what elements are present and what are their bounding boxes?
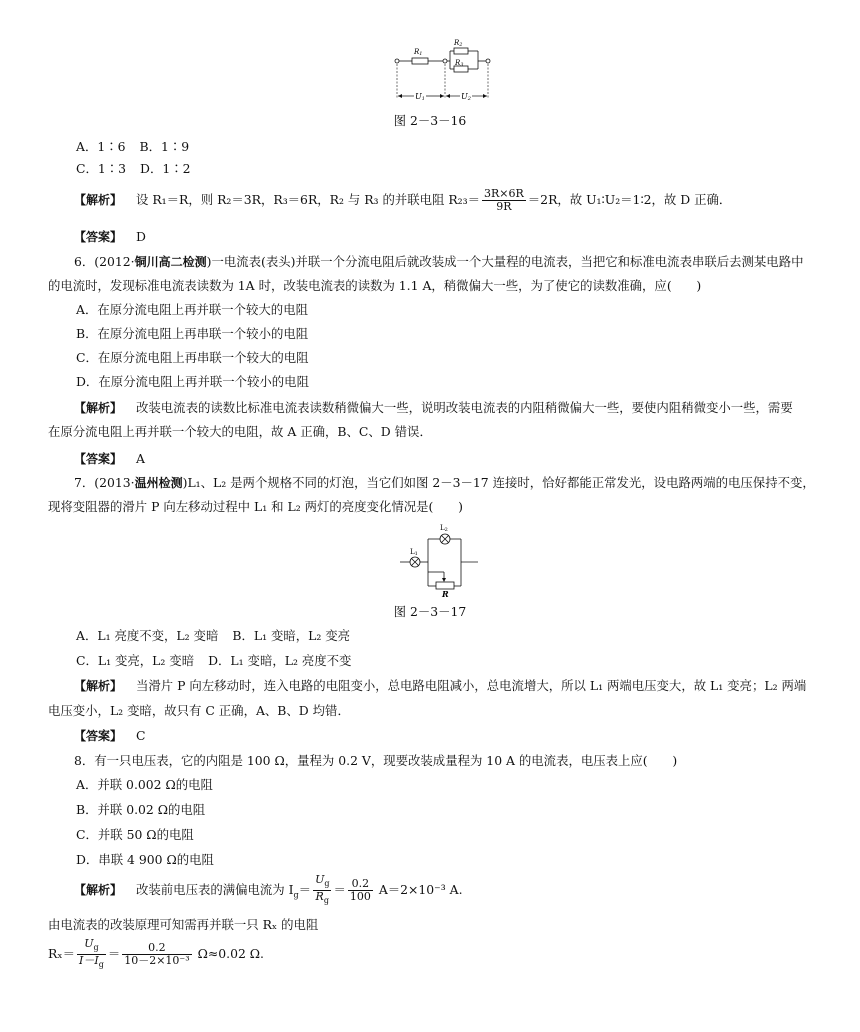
fraction: $\frac{0.2}{\text{10－2×10⁻³}}$	[124, 941, 190, 968]
svg-text:R2: R2	[454, 39, 463, 48]
svg-text:R1: R1	[414, 48, 423, 57]
option-a: A．1∶6	[76, 139, 126, 154]
analysis-q5: 【解析】 设 R₁＝R，则 R₂＝3R，R₃＝6R，R₂ 与 R₃ 的并联电阻 R₂₃＝ $\frac{3R\times 6R}{9R}$ ＝2R，故 U₁∶U₂＝1∶2，故 D 正确．	[74, 187, 732, 213]
question-6-stem-cont: 的电流时，发现标准电流表读数为 1A 时，改装电流表的读数为 1.1 A，稍微偏大一些，为了使它的读数准确，应( )	[48, 278, 702, 293]
analysis-label: 【解析】	[74, 883, 123, 898]
answer-q7	[74, 727, 146, 745]
fraction: $\frac{U_g}{R_g}$	[315, 873, 330, 906]
question-7-stem: 7．(2013·温州检测)L₁、L₂ 是两个规格不同的灯泡，当它们如图 2－3－17 连接时，恰好都能正常发光，设电路两端的电压保持不变，	[74, 475, 815, 490]
circuit-figure-2-3-16	[390, 36, 500, 104]
option-d: D．串联 4 900 Ω的电阻	[76, 852, 214, 867]
fraction: $\frac{3R\times 6R}{9R}$	[484, 187, 524, 213]
svg-text:R: R	[442, 589, 449, 598]
figure-caption: 图 2－3－16	[393, 113, 467, 128]
analysis-q7: 【解析】 当滑片 P 向左移动时，连入电路的电阻变小，总电路电阻减小，总电流增大，所以 L₁ 两端电压变大，故 L₁ 变亮；L₂ 两端	[74, 678, 807, 693]
svg-text:L1: L1	[410, 548, 418, 557]
rheostat-r	[436, 582, 454, 589]
option-row	[76, 652, 351, 669]
option-c: C．L₁ 变亮，L₂ 变暗	[76, 653, 195, 668]
option-a: A．在原分流电阻上再并联一个较大的电阻	[76, 302, 308, 317]
option-b: B．在原分流电阻上再串联一个较小的电阻	[76, 326, 309, 341]
option-a: A．L₁ 亮度不变，L₂ 变暗	[76, 628, 219, 643]
answer-q6	[74, 450, 145, 468]
analysis-q7-cont: 电压变小，L₂ 变暗，故只有 C 正确，A、B、D 均错．	[48, 703, 350, 718]
analysis-q8-equation: Rₓ＝ $\frac{U_g}{I-I_g}$ ＝ $\frac{0.2}{\text{10－2×10⁻³}}$ Ω≈0.02 Ω.	[48, 937, 264, 970]
option-d: D．在原分流电阻上再并联一个较小的电阻	[76, 374, 309, 389]
answer-label: 【答案】	[74, 729, 123, 743]
analysis-label: 【解析】	[74, 193, 123, 207]
analysis-q8: 【解析】 改装前电压表的满偏电流为 $I_g=$ $\frac{U_g}{R_g}$ ＝ $\frac{0.2}{100}$ A＝2×10⁻³ A.	[74, 873, 463, 906]
analysis-q6: 【解析】 改装电流表的读数比标准电流表读数稍微偏大一些，说明改装电流表的内阻稍微偏大一些，要使内阻稍微变小一些，需要	[74, 400, 793, 415]
option-c: C．在原分流电阻上再串联一个较大的电阻	[76, 350, 309, 365]
svg-text:U1: U1	[415, 92, 425, 102]
fraction: $\frac{U_g}{I-I_g}$	[78, 937, 104, 970]
option-c: C．1∶3	[76, 161, 127, 176]
answer-value: C	[136, 728, 146, 743]
source-tag: 温州检测	[134, 476, 183, 490]
analysis-q8-cont: 由电流表的改装原理可知需再并联一只 Rₓ 的电阻	[48, 917, 319, 932]
answer-q5	[74, 228, 146, 246]
analysis-q6-cont: 在原分流电阻上再并联一个较大的电阻，故 A 正确，B、C、D 错误．	[48, 424, 432, 439]
answer-label: 【答案】	[74, 452, 123, 466]
answer-label: 【答案】	[74, 230, 123, 244]
option-row	[76, 138, 189, 155]
source-tag: 铜川高二检测	[134, 255, 207, 269]
option-d: D．1∶2	[140, 161, 191, 176]
question-6-stem: 6．(2012·铜川高二检测)一电流表(表头)并联一个分流电阻后就改装成一个大量程的电流表，当把它和标准电流表串联后去测某电路中	[74, 254, 804, 269]
svg-text:L2: L2	[440, 524, 448, 533]
analysis-label: 【解析】	[74, 401, 123, 415]
option-b: B．L₁ 变暗，L₂ 变亮	[232, 628, 351, 643]
option-c: C．并联 50 Ω的电阻	[76, 827, 194, 842]
option-b: B．并联 0.02 Ω的电阻	[76, 802, 206, 817]
svg-text:R3: R3	[455, 59, 464, 68]
option-row	[76, 160, 191, 177]
fraction: $\frac{0.2}{100}$	[349, 877, 371, 904]
question-7-stem-cont: 现将变阻器的滑片 P 向左移动过程中 L₁ 和 L₂ 两灯的亮度变化情况是( )	[48, 499, 463, 514]
figure-caption: 图 2－3－17	[393, 604, 467, 619]
circuit-figure-2-3-17	[398, 520, 482, 598]
answer-value: D	[136, 229, 146, 244]
option-d: D．L₁ 变暗，L₂ 亮度不变	[208, 653, 352, 668]
svg-text:U2: U2	[461, 92, 471, 102]
option-b: B．1∶9	[139, 139, 190, 154]
option-a: A．并联 0.002 Ω的电阻	[76, 777, 213, 792]
resistor-r2	[454, 48, 468, 54]
option-row	[76, 627, 350, 644]
resistor-r1	[412, 58, 428, 64]
answer-value: A	[136, 451, 145, 466]
analysis-label: 【解析】	[74, 679, 123, 693]
question-8-stem: 8．有一只电压表，它的内阻是 100 Ω，量程为 0.2 V，现要改装成量程为 10 A 的电流表，电压表上应( )	[74, 753, 678, 768]
